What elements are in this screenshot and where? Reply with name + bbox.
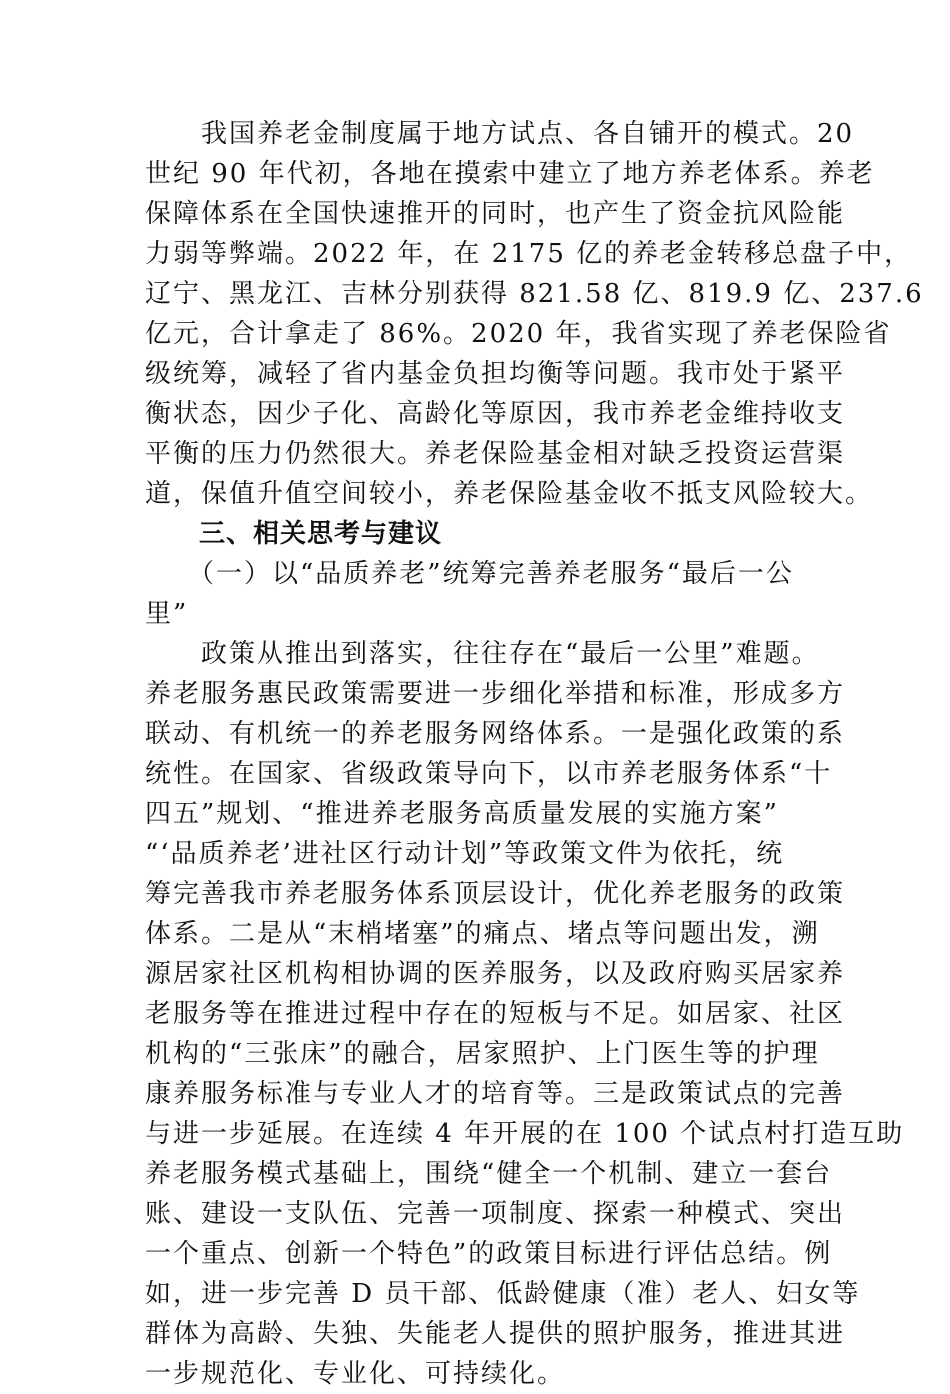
text-line: 级统筹，减轻了省内基金负担均衡等问题。我市处于紧平: [145, 359, 846, 389]
text-line: 里”: [145, 599, 189, 629]
text-line: 源居家社区机构相协调的医养服务，以及政府购买居家养: [145, 959, 846, 989]
text-line: 群体为高龄、失独、失能老人提供的照护服务，推进其进: [145, 1319, 846, 1349]
text-line: 老服务等在推进过程中存在的短板与不足。如居家、社区: [145, 999, 846, 1029]
text-line: 世纪 90 年代初，各地在摸索中建立了地方养老体系。养老: [145, 159, 875, 189]
text-line: 平衡的压力仍然很大。养老保险基金相对缺乏投资运营渠: [145, 439, 846, 469]
text-line: 一步规范化、专业化、可持续化。: [145, 1359, 566, 1389]
text-line: 辽宁、黑龙江、吉林分别获得 821.58 亿、819.9 亿、237.6: [145, 279, 924, 309]
text-line: 保障体系在全国快速推开的同时，也产生了资金抗风险能: [145, 199, 846, 229]
text-line: 一个重点、创新一个特色”的政策目标进行评估总结。例: [145, 1239, 833, 1269]
text-line: 我国养老金制度属于地方试点、各自铺开的模式。20: [145, 119, 855, 149]
section-heading: [145, 514, 808, 554]
body-paragraph: [145, 634, 905, 1394]
text-line: 统性。在国家、省级政策导向下，以市养老服务体系“十: [145, 759, 833, 789]
text-line: （一）以“品质养老”统筹完善养老服务“最后一公: [145, 559, 794, 589]
text-line: 账、建设一支队伍、完善一项制度、探索一种模式、突出: [145, 1199, 846, 1229]
subsection-heading: [145, 554, 808, 634]
text-line: 四五”规划、“推进养老服务高质量发展的实施方案”: [145, 799, 779, 829]
text-line: 亿元，合计拿走了 86%。2020 年，我省实现了养老保险省: [145, 319, 892, 349]
text-line: 机构的“三张床”的融合，居家照护、上门医生等的护理: [145, 1039, 820, 1069]
document-body: [145, 114, 924, 1394]
text-line: 养老服务惠民政策需要进一步细化举措和标准，形成多方: [145, 679, 846, 709]
text-line: 道，保值升值空间较小，养老保险基金收不抵支风险较大。: [145, 479, 874, 509]
text-line: “‘品质养老’进社区行动计划”等政策文件为依托，统: [145, 839, 785, 869]
text-line: 联动、有机统一的养老服务网络体系。一是强化政策的系: [145, 719, 846, 749]
text-line: 如，进一步完善 D 员干部、低龄健康（准）老人、妇女等: [145, 1279, 861, 1309]
text-line: 与进一步延展。在连续 4 年开展的在 100 个试点村打造互助: [145, 1119, 905, 1149]
text-line: 养老服务模式基础上，围绕“健全一个机制、建立一套台: [145, 1159, 833, 1189]
text-line: 力弱等弊端。2022 年，在 2175 亿的养老金转移总盘子中，: [145, 239, 913, 269]
text-line: 筹完善我市养老服务体系顶层设计，优化养老服务的政策: [145, 879, 846, 909]
text-line: 政策从推出到落实，往往存在“最后一公里”难题。: [145, 639, 820, 669]
text-line: 康养服务标准与专业人才的培育等。三是政策试点的完善: [145, 1079, 846, 1109]
text-line: 体系。二是从“末梢堵塞”的痛点、堵点等问题出发，溯: [145, 919, 820, 949]
body-paragraph: [145, 114, 924, 514]
text-line: 衡状态，因少子化、高龄化等原因，我市养老金维持收支: [145, 399, 846, 429]
text-line: 三、相关思考与建议: [145, 519, 443, 549]
